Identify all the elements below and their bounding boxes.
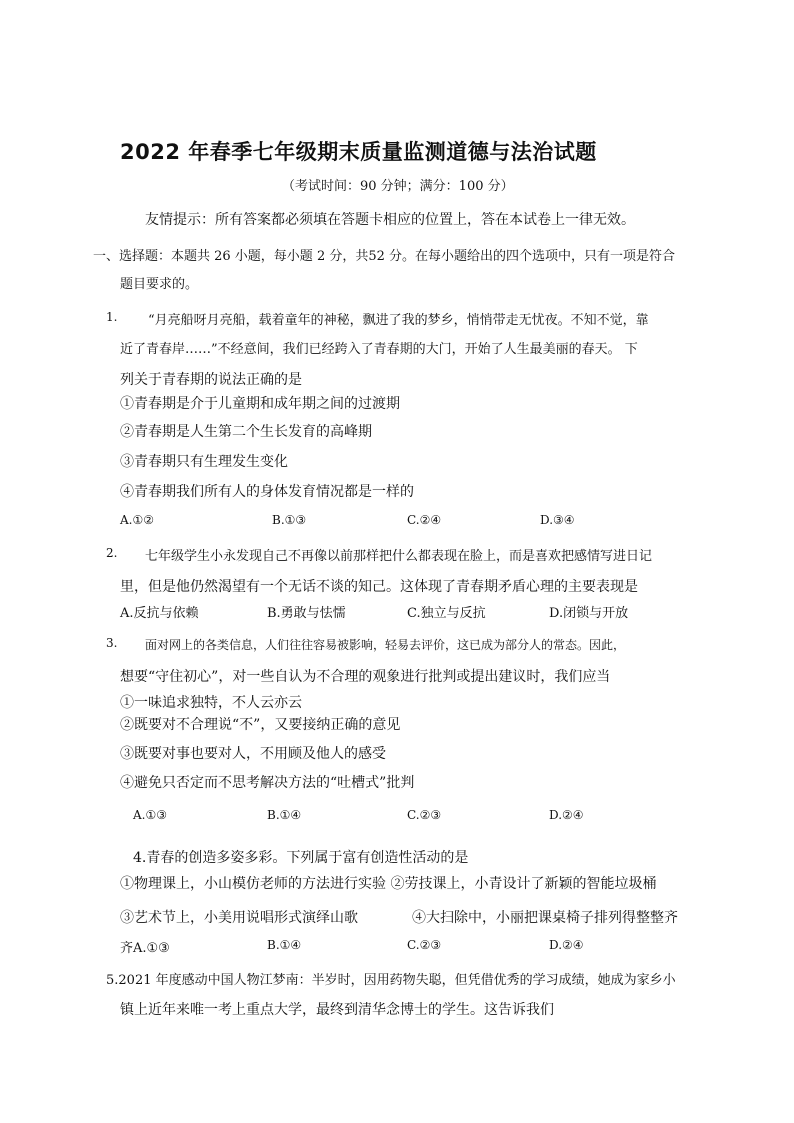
option-b: B.勇敢与怯懦 [267, 606, 346, 621]
option-a: A.①③ [133, 808, 167, 822]
question-stem: 想要“守住初心”，对一些自认为不合理的观象进行批判或提出建议时，我们应当 [120, 669, 611, 685]
statement: ②既要对不合理说“不”，又要接纳正确的意见 [120, 717, 401, 733]
question-stem: 里，但是他仍然渴望有一个无话不谈的知己。这体现了青春期矛盾心理的主要表现是 [120, 579, 638, 595]
exam-tip: 友情提示：所有答案都必须填在答题卡相应的位置上，答在本试卷上一律无效。 [145, 212, 635, 228]
question-stem: 镇上近年来唯一考上重点大学，最终到清华念博士的学生。这告诉我们 [120, 1002, 554, 1018]
option-d: D.③④ [540, 513, 575, 527]
statement: ③青春期只有生理发生变化 [120, 454, 288, 470]
question-stem: 列关于青春期的说法正确的是 [120, 372, 302, 388]
exam-title: 2022 年春季七年级期末质量监测道德与法治试题 [120, 140, 597, 164]
question-stem: 近了青春岸……”不经意间，我们已经跨入了青春期的大门，开始了人生最美丽的春天。 下 [120, 342, 638, 357]
statement: ③艺术节上，小美用说唱形式演绎山歌 [120, 910, 358, 926]
option-a: A.①② [120, 513, 154, 527]
option-c: C.②④ [407, 513, 442, 527]
question-stem: “月亮船呀月亮船，载着童年的神秘，飘进了我的梦乡，悄悄带走无忧夜。不知不觉，靠 [148, 313, 649, 328]
question-number: 1. [106, 310, 118, 324]
exam-subtitle: （考试时间：90 分钟；满分：100 分） [282, 179, 514, 194]
statement: ①青春期是介于儿童期和成年期之间的过渡期 [120, 396, 400, 412]
question-stem: 面对网上的各类信息，人们往往容易被影响，轻易去评价，这已成为部分人的常态。因此， [145, 638, 626, 652]
option-b: B.①③ [272, 513, 307, 527]
option-c: C.独立与反抗 [407, 606, 486, 621]
question-stem: 七年级学生小永发现自己不再像以前那样把什么都表现在脸上，而是喜欢把感情写进日记 [145, 549, 653, 564]
question-number: 2. [106, 546, 118, 560]
option-a: 齐A.①③ [120, 941, 170, 956]
option-b: B.①④ [267, 808, 302, 822]
option-d: D.②④ [549, 938, 584, 952]
statement: ①物理课上，小山模仿老师的方法进行实验 ②劳技课上，小青设计了新颖的智能垃圾桶 [120, 876, 657, 892]
option-c: C.②③ [407, 938, 442, 952]
option-d: D.②④ [549, 808, 584, 822]
statement: ③既要对事也要对人，不用顾及他人的感受 [120, 746, 386, 762]
option-c: C.②③ [407, 808, 442, 822]
statement: ④避免只否定而不思考解决方法的“吐槽式”批判 [120, 775, 415, 791]
statement: ②青春期是人生第二个生长发育的高峰期 [120, 424, 372, 440]
section-heading-cont: 题目要求的。 [120, 277, 199, 292]
statement: ④青春期我们所有人的身体发育情况都是一样的 [120, 484, 414, 500]
section-heading: 一、选择题：本题共 26 小题，每小题 2 分，共52 分。在每小题给出的四个选项中，只有一项是符合 [93, 249, 676, 264]
question-stem: 4.青春的创造多姿多彩。下列属于富有创造性活动的是 [133, 850, 469, 866]
statement: ④大扫除中，小丽把课桌椅子排列得整整齐 [412, 910, 678, 926]
option-d: D.闭锁与开放 [549, 606, 629, 621]
question-number: 3. [106, 636, 118, 650]
statement: ①一味追求独特，不人云亦云 [120, 695, 302, 711]
option-b: B.①④ [267, 938, 302, 952]
question-stem: 5.2021 年度感动中国人物江梦南：半岁时，因用药物失聪，但凭借优秀的学习成绩，她成为家乡小 [106, 973, 676, 988]
option-a: A.反抗与依赖 [120, 606, 199, 621]
